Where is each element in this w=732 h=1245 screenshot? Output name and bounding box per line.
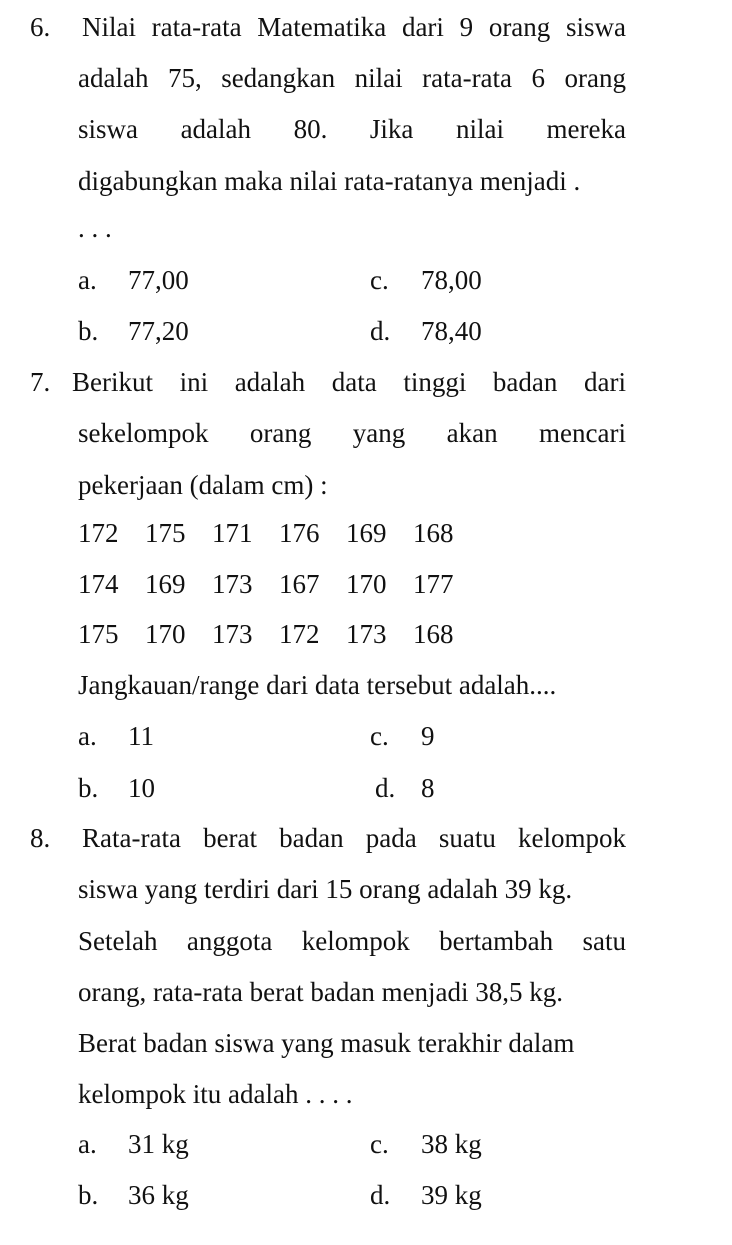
option-value: 36 kg [128, 1180, 189, 1210]
data-value: 173 [346, 619, 387, 649]
question-number: 8. [30, 823, 51, 853]
data-value: 177 [413, 569, 454, 599]
option-letter: a. [78, 265, 97, 295]
question-text-line: adalah 75, sedangkan nilai rata-rata 6 orang [78, 63, 626, 93]
data-value: 167 [279, 569, 320, 599]
option-letter: d. [375, 773, 396, 803]
question-text-line: . . . [78, 213, 112, 243]
data-value: 169 [145, 569, 186, 599]
question-text-line: Setelah anggota kelompok bertambah satu [78, 926, 626, 956]
data-value: 171 [212, 518, 253, 548]
option-value: 77,20 [128, 316, 189, 346]
question-number: 7. [30, 367, 51, 397]
data-value: 175 [145, 518, 186, 548]
option-letter: c. [370, 265, 389, 295]
option-value: 39 kg [421, 1180, 482, 1210]
option-value: 31 kg [128, 1129, 189, 1159]
option-value: 78,00 [421, 265, 482, 295]
data-value: 174 [78, 569, 119, 599]
question-text-line: pekerjaan (dalam cm) : [78, 470, 328, 500]
question-text-line: kelompok itu adalah . . . . [78, 1079, 353, 1109]
question-text-line: orang, rata-rata berat badan menjadi 38,5 kg. [78, 977, 564, 1007]
data-row [78, 617, 480, 651]
data-row [78, 567, 480, 601]
option-letter: b. [78, 316, 99, 346]
data-value: 173 [212, 569, 253, 599]
data-value: 172 [78, 518, 119, 548]
option-letter: b. [78, 1180, 99, 1210]
option-letter: d. [370, 316, 391, 346]
data-value: 175 [78, 619, 119, 649]
question-number: 6. [30, 12, 51, 42]
option-value: 11 [128, 721, 154, 751]
question-text-line: Berikut ini adalah data tinggi badan dari [72, 367, 626, 397]
question-prompt: Jangkauan/range dari data tersebut adalah.... [78, 670, 557, 700]
question-text-line: Nilai rata-rata Matematika dari 9 orang siswa [82, 12, 626, 42]
option-letter: d. [370, 1180, 391, 1210]
question-text-line: sekelompok orang yang akan mencari [78, 418, 626, 448]
question-text-line: digabungkan maka nilai rata-ratanya menjadi . [78, 166, 581, 196]
option-value: 77,00 [128, 265, 189, 295]
question-text-line: siswa adalah 80. Jika nilai mereka [78, 114, 626, 144]
data-value: 168 [413, 518, 454, 548]
option-value: 8 [421, 773, 435, 803]
data-value: 169 [346, 518, 387, 548]
data-value: 173 [212, 619, 253, 649]
data-value: 176 [279, 518, 320, 548]
option-letter: c. [370, 1129, 389, 1159]
question-text-line: siswa yang terdiri dari 15 orang adalah 39 kg. [78, 874, 573, 904]
data-row [78, 516, 480, 550]
question-text-line: Rata-rata berat badan pada suatu kelompok [82, 823, 626, 853]
option-value: 38 kg [421, 1129, 482, 1159]
option-letter: a. [78, 721, 97, 751]
option-letter: c. [370, 721, 389, 751]
option-letter: a. [78, 1129, 97, 1159]
question-text-line: Berat badan siswa yang masuk terakhir dalam [78, 1028, 575, 1058]
option-value: 10 [128, 773, 155, 803]
option-letter: b. [78, 773, 99, 803]
data-value: 168 [413, 619, 454, 649]
option-value: 9 [421, 721, 435, 751]
data-value: 170 [145, 619, 186, 649]
data-value: 170 [346, 569, 387, 599]
option-value: 78,40 [421, 316, 482, 346]
data-value: 172 [279, 619, 320, 649]
